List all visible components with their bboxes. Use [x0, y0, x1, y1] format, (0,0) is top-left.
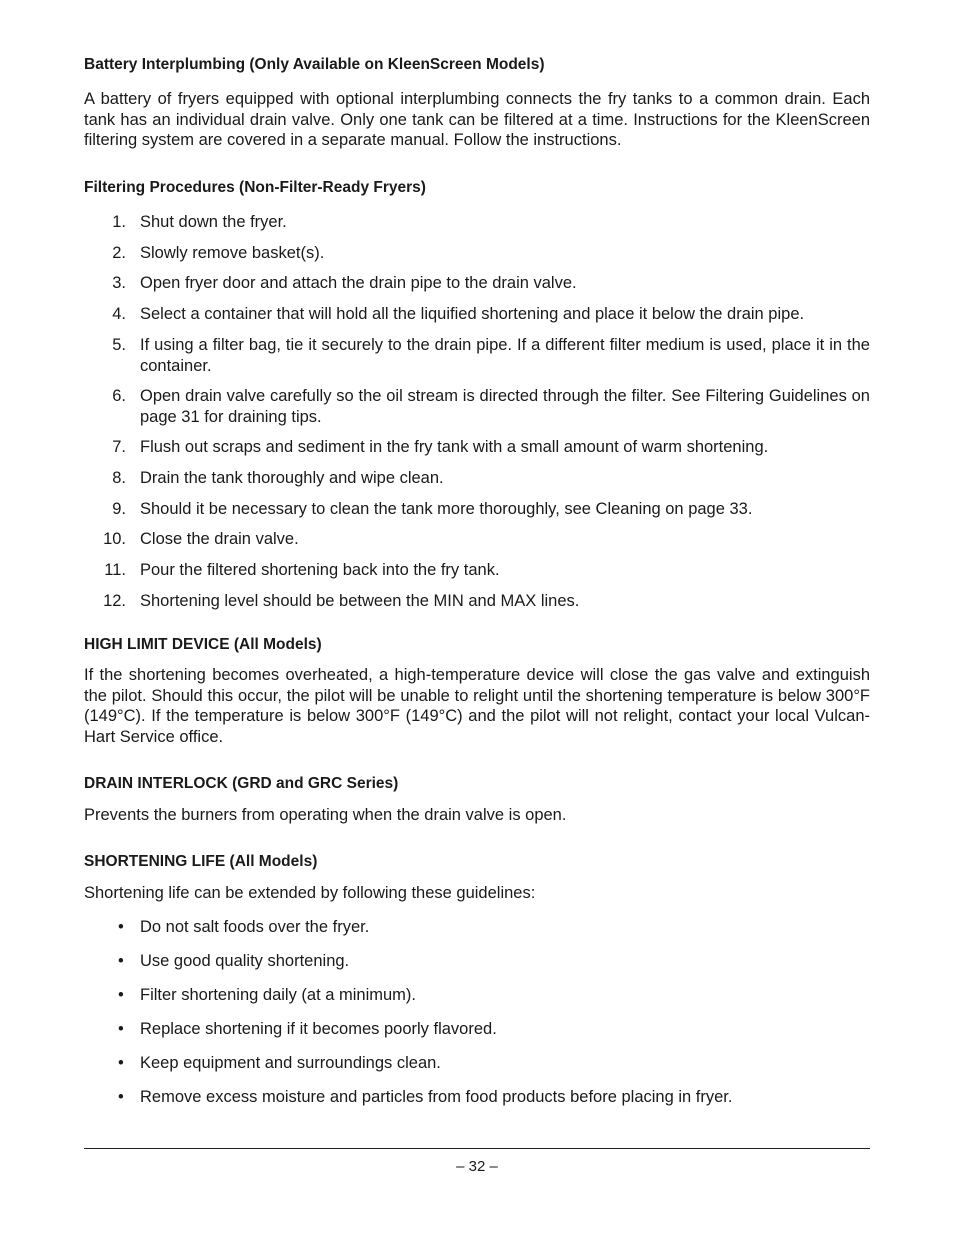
high-limit-body: If the shortening becomes overheated, a high-temperature device will close the gas valve and extinguish the pilot. Should this occur, the pilot will be unable to relight until the shortening temperature is below 300°F (149°C). If the temperature is below 300°F (149°C) and the pilot will not relight, contact your local Vulcan-Hart Service office. [84, 666, 870, 746]
bullet-icon: • [118, 1020, 124, 1038]
step-number: 6. [112, 387, 126, 405]
step-text: Shortening level should be between the MIN and MAX lines. [140, 592, 580, 610]
step-number: 7. [112, 438, 126, 456]
step-number: 9. [112, 500, 126, 518]
step-text: If using a filter bag, tie it securely to the drain pipe. If a different filter medium is used, place it in the container. [140, 336, 870, 375]
step-number: 8. [112, 469, 126, 487]
step-text: Slowly remove basket(s). [140, 244, 325, 262]
guideline-text: Do not salt foods over the fryer. [140, 918, 370, 936]
guideline-text: Keep equipment and surroundings clean. [140, 1054, 441, 1072]
step-text: Pour the filtered shortening back into the fry tank. [140, 561, 500, 579]
bullet-icon: • [118, 1088, 124, 1106]
step-text: Open fryer door and attach the drain pipe to the drain valve. [140, 274, 577, 292]
guideline-text: Use good quality shortening. [140, 952, 350, 970]
filtering-heading: Filtering Procedures (Non-Filter-Ready Fryers) [84, 179, 426, 196]
step-number: 12. [103, 592, 126, 610]
step-text: Select a container that will hold all the liquified shortening and place it below the drain pipe. [140, 305, 805, 323]
step-text: Flush out scraps and sediment in the fry tank with a small amount of warm shortening. [140, 438, 769, 456]
bullet-icon: • [118, 918, 124, 936]
step-number: 4. [112, 305, 126, 323]
step-text: Shut down the fryer. [140, 213, 287, 231]
battery-heading: Battery Interplumbing (Only Available on KleenScreen Models) [84, 56, 545, 73]
guideline-text: Remove excess moisture and particles from food products before placing in fryer. [140, 1088, 733, 1106]
page-number: – 32 – [456, 1158, 498, 1175]
footer-divider [84, 1148, 870, 1149]
step-text: Open drain valve carefully so the oil stream is directed through the filter. See Filtering Guidelines on page 31 for draining tips. [140, 387, 870, 426]
high-limit-heading: HIGH LIMIT DEVICE (All Models) [84, 636, 322, 653]
guideline-text: Filter shortening daily (at a minimum). [140, 986, 417, 1004]
step-number: 3. [112, 274, 126, 292]
shortening-life-heading: SHORTENING LIFE (All Models) [84, 853, 318, 870]
step-number: 5. [112, 336, 126, 354]
guideline-text: Replace shortening if it becomes poorly flavored. [140, 1020, 497, 1038]
bullet-icon: • [118, 1054, 124, 1072]
step-number: 2. [112, 244, 126, 262]
shortening-life-body: Shortening life can be extended by following these guidelines: [84, 884, 536, 902]
bullet-icon: • [118, 952, 124, 970]
bullet-icon: • [118, 986, 124, 1004]
step-number: 1. [112, 213, 126, 231]
step-text: Drain the tank thoroughly and wipe clean. [140, 469, 444, 487]
drain-interlock-heading: DRAIN INTERLOCK (GRD and GRC Series) [84, 775, 399, 792]
step-number: 10. [103, 530, 126, 548]
battery-body: A battery of fryers equipped with optional interplumbing connects the fry tanks to a common drain. Each tank has an individual drain valve. Only one tank can be filtered at a time. Instructions for the KleenScreen filtering system are covered in a separate manual. Follow the instructions. [84, 90, 870, 149]
step-text: Should it be necessary to clean the tank more thoroughly, see Cleaning on page 33. [140, 500, 753, 518]
step-number: 11. [104, 561, 126, 579]
drain-interlock-body: Prevents the burners from operating when the drain valve is open. [84, 806, 567, 824]
step-text: Close the drain valve. [140, 530, 299, 548]
